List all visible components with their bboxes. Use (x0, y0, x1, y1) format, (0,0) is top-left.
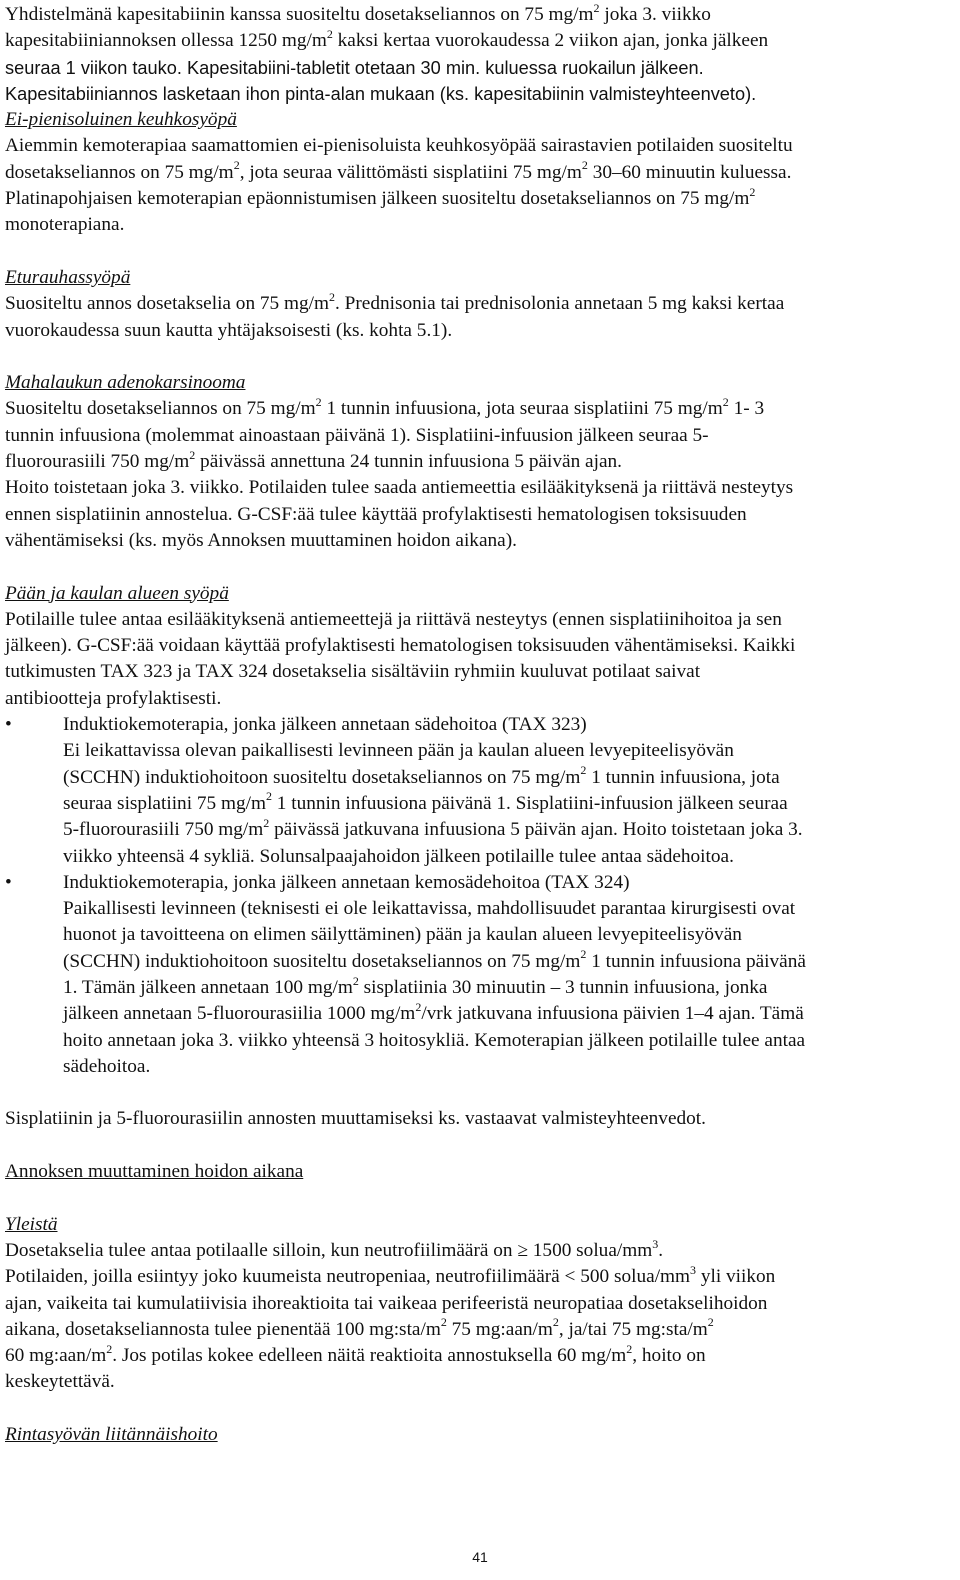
text-line: aikana, dosetakseliannosta tulee pienentää 100 $mg:sta/m^2$ 75 $mg:aan/m^2$, ja/tai 75 $mg:sta/m^2$ (5, 1315, 714, 1340)
text-line: fluorourasiili 750 $mg/m^2$ päivässä annettuna 24 tunnin infuusiona 5 päivän ajan. (5, 447, 622, 473)
text-line: jälkeen annetaan 5-fluorourasiilia 1000 $mg/m^2$/vrk jatkuvana infuusiona päivien 1–4 ajan. Tämä (63, 999, 804, 1025)
text-line: vuorokaudessa suun kautta yhtäjaksoisesti (ks. kohta 5.1). (5, 319, 453, 341)
page-number: 41 (472, 1549, 488, 1565)
text-line: Sisplatiinin ja 5-fluorourasiilin annosten muuttamiseksi ks. vastaavat valmisteyhteenvedot. (5, 1108, 706, 1130)
bullet-item: • Induktiokemoterapia, jonka jälkeen annetaan sädehoitoa (TAX 323) (5, 712, 957, 738)
text-line: jälkeen). G-CSF:ää voidaan käyttää profylaktisesti hematologisen toksisuuden vähentämiseksi. Kaikki (5, 635, 796, 657)
text-line: huonot ja tavoitteena on elimen säilyttäminen) pään ja kaulan alueen levyepiteelisyövän (63, 924, 742, 946)
text-line: Ei leikattavissa olevan paikallisesti levinneen pään ja kaulan alueen levyepiteelisyövän (63, 740, 734, 762)
text-line: kapesitabiiniannoksen ollessa 1250 $mg/m^2$ kaksi kertaa vuorokaudessa 2 viikon ajan, jonka jälkeen (5, 26, 769, 52)
text-line: ajan, vaikeita tai kumulatiivisia ihoreaktioita tai vaikeaa perifeeristä neuropatiaa dosetakselihoidon (5, 1292, 768, 1314)
text-line: Dosetakselia tulee antaa potilaalle silloin, kun neutrofiilimäärä on ≥ 1500 solua/$mm^3$. (5, 1236, 664, 1261)
section-heading-head-neck: Pään ja kaulan alueen syöpä (5, 582, 229, 604)
text-line: (SCCHN) induktiohoitoon suositeltu dosetakseliannos on 75 $mg/m^2$ 1 tunnin infuusiona, jota (63, 763, 780, 788)
text-line: vähentämiseksi (ks. myös Annoksen muuttaminen hoidon aikana). (5, 529, 517, 551)
text-line: Potilaiden, joilla esiintyy joko kuumeista neutropeniaa, neutrofiilimäärä < 500 solua/$mm^3$ yli viikon (5, 1262, 776, 1288)
text-line: antibiootteja profylaktisesti. (5, 687, 222, 709)
text-line: tutkimusten TAX 323 ja TAX 324 dosetakselia sisältäviin ryhmiin kuuluvat potilaat saivat (5, 661, 701, 683)
text-line: 60 $mg:aan/m^2$. Jos potilas kokee edelleen näitä reaktioita annostuksella 60 $mg/m^2$, hoito on (5, 1341, 706, 1367)
text-line: Kapesitabiiniannos lasketaan ihon pinta-alan mukaan (ks. kapesitabiinin valmisteyhteenveto). (5, 83, 757, 104)
document-page (5, 2, 957, 1448)
text-line: Platinapohjaisen kemoterapian epäonnistumisen jälkeen suositeltu dosetakseliannos on 75 $mg/m^2$ (5, 184, 756, 210)
text-line: hoito annetaan joka 3. viikko yhteensä 3 hoitosykliä. Kemoterapian jälkeen potilaille tulee antaa (63, 1029, 806, 1051)
section-heading-general: Yleistä (5, 1213, 58, 1235)
section-heading-dose-modification: Annoksen muuttaminen hoidon aikana (5, 1161, 304, 1183)
text-line: viikko yhteensä 4 sykliä. Solunsalpaajahoidon jälkeen potilaille tulee antaa sädehoitoa. (63, 845, 734, 867)
text-line: Paikallisesti levinneen (teknisesti ei ole leikattavissa, mahdollisuudet parantaa kirurgisesti ovat (63, 898, 796, 920)
bullet-icon: • (5, 714, 12, 736)
text-line: 1. Tämän jälkeen annetaan 100 $mg/m^2$ sisplatiinia 30 minuutin – 3 tunnin infuusiona, jonka (63, 973, 768, 998)
section-heading-nsclc: Ei-pienisoluinen keuhkosyöpä (5, 109, 237, 131)
text-line: keskeytettävä. (5, 1371, 115, 1393)
text-line: tunnin infuusiona (molemmat ainoastaan päivänä 1). Sisplatiini-infuusion jälkeen seuraa 5- (5, 424, 709, 446)
section-heading-gastric: Mahalaukun adenokarsinooma (5, 372, 246, 394)
text-line: Hoito toistetaan joka 3. viikko. Potilaiden tulee saada antiemeettia esilääkityksenä ja riittävä nesteytys (5, 477, 794, 499)
section-heading-adjuvant: Rintasyövän liitännäishoito (5, 1424, 218, 1446)
text-line: 5-fluorourasiili 750 $mg/m^2$ päivässä jatkuvana infuusiona 5 päivän ajan. Hoito toistetaan joka 3. (63, 815, 803, 841)
bullet-icon: • (5, 871, 12, 893)
text-line: (SCCHN) induktiohoitoon suositeltu dosetakseliannos on 75 $mg/m^2$ 1 tunnin infuusiona päivänä (63, 947, 806, 972)
text-line: Aiemmin kemoterapiaa saamattomien ei-pienisoluista keuhkosyöpää sairastavien potilaiden suositeltu (5, 135, 793, 157)
text-line: dosetakseliannos on 75 $mg/m^2$, jota seuraa välittömästi sisplatiini 75 $mg/m^2$ 30–60 minuutin kuluessa. (5, 158, 792, 183)
text-line: ennen sisplatiinin annostelua. G-CSF:ää tulee käyttää profylaktisesti hematologisen toksisuuden (5, 503, 747, 525)
section-heading-prostate: Eturauhassyöpä (5, 266, 131, 288)
text-line: sädehoitoa. (63, 1055, 151, 1077)
bullet-item: • Induktiokemoterapia, jonka jälkeen annetaan kemosädehoitoa (TAX 324) (5, 870, 957, 896)
text-line: Yhdistelmänä kapesitabiinin kanssa suositeltu dosetakseliannos on 75 $mg/m^2$ joka 3. viikko (5, 0, 711, 25)
text-line: Potilaille tulee antaa esilääkityksenä antiemeettejä ja riittävä nesteytys (ennen sisplatiinihoitoa ja sen (5, 608, 782, 630)
text-line: Suositeltu annos dosetakselia on 75 $mg/m^2$. Prednisonia tai prednisolonia annetaan 5 mg kaksi kertaa (5, 289, 785, 315)
text-line: monoterapiana. (5, 214, 125, 236)
text-line: seuraa sisplatiini 75 $mg/m^2$ 1 tunnin infuusiona päivänä 1. Sisplatiini-infuusion jälkeen seuraa (63, 789, 788, 814)
text-line: Suositeltu dosetakseliannos on 75 $mg/m^2$ 1 tunnin infuusiona, jota seuraa sisplatiini 75 $mg/m^2$ 1- 3 (5, 395, 765, 420)
text-line: seuraa 1 viikon tauko. Kapesitabiini-tabletit otetaan 30 min. kuluessa ruokailun jälkeen. (5, 57, 704, 78)
